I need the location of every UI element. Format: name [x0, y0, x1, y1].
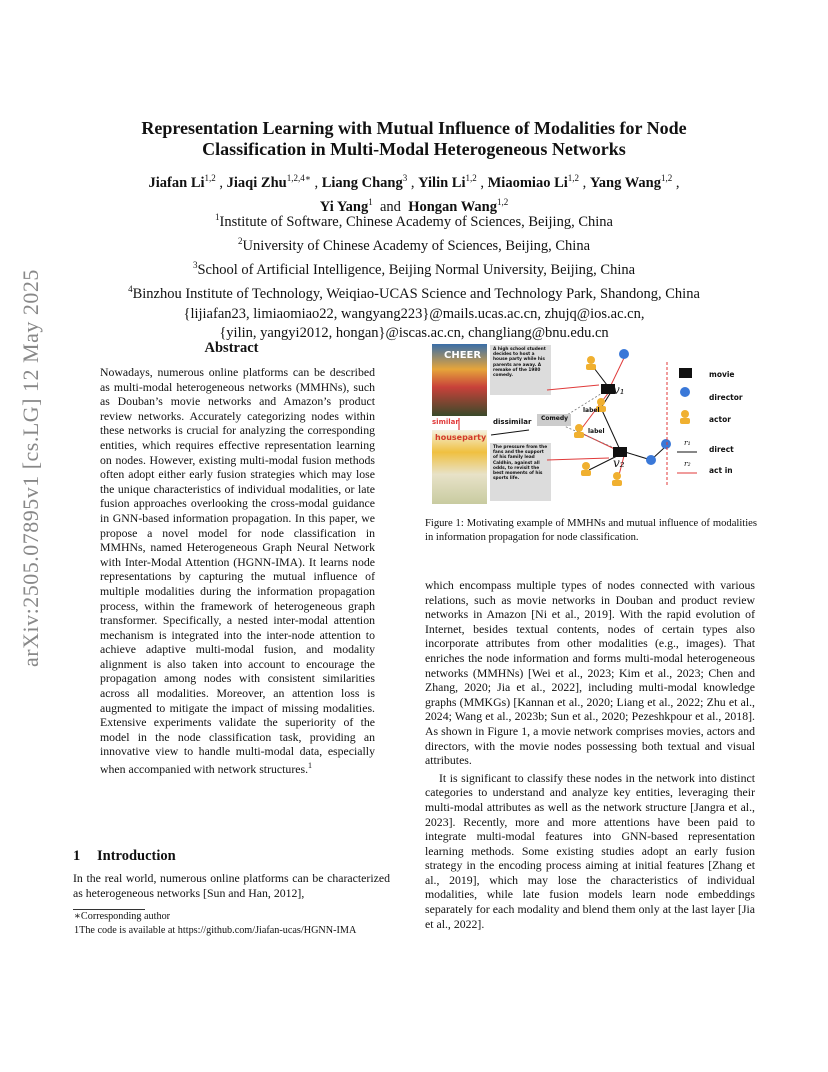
author-affil: 1,2 [496, 196, 509, 207]
legend-r1: r₁ [684, 438, 691, 447]
affiliation: $^1$Institute of Software, Chinese Academy of Sciences, Beijing, China [215, 212, 613, 230]
movie-text-2: The pressure from the fans and the support of his family lead Caldhin, against all odds, to revisit the best moments of his sports life. [490, 443, 551, 501]
legend-actor-icon [681, 410, 689, 418]
intro-paragraph: In the real world, numerous online platforms can be characterized as heterogeneous networks [Sun and Han, 2012], [73, 871, 390, 900]
author-affil: 1,2 [204, 173, 216, 183]
edge [611, 358, 624, 385]
director-node-icon [646, 455, 656, 465]
arxiv-identifier: arXiv:2505.07895v1 [cs.LG] 12 May 2025 [18, 269, 43, 667]
actor-node-icon [574, 424, 584, 438]
edge [594, 368, 607, 385]
author-affil: 1,2,4∗ [286, 173, 311, 183]
author-name: Yang Wang [589, 174, 661, 191]
node-v2-label: v₂ [613, 456, 625, 470]
paper-title [70, 118, 758, 160]
author-name: Hongan Wang [408, 198, 497, 215]
email-line: {lijiafan23, limiaomiao22, wangyang223}@mails.ucas.ac.cn, zhujq@ios.ac.cn, [183, 305, 645, 322]
node-v1-label: v₁ [613, 383, 625, 397]
comedy-label: Comedy [541, 415, 569, 422]
author-name: Yilin Li [418, 174, 466, 191]
section-title: Introduction [97, 848, 176, 864]
poster-title: houseparty [435, 433, 487, 442]
affiliation: $^3$School of Artificial Intelligence, Beijing Normal University, Beijing, China [192, 260, 636, 279]
email-line: {yilin, yangyi2012, hongan}@iscas.ac.cn, changliang@bnu.edu.cn [219, 324, 609, 341]
director-node-icon [619, 349, 629, 359]
footnotes [60, 910, 402, 937]
edge [547, 385, 599, 390]
paragraph: It is significant to classify these nodes in the network into distinct categories to understand and analyze key entities, leveraging their multi-modal attributes as well as the network structure [Jangra et al., 2023]. Recently, more and more attentions have been paid to integrate multi-modal features into GNN-based representation learning methods. Some existing studies adopt an early fusion strategy in the encoding process aiming at initial features [Zhang et al., 2019], which may lose the characteristics of individual modalities, while late fusion models learn node embeddings separately for each modality and blend them only at the last layer [Jia et al., 2022]. [425, 770, 755, 931]
section-heading [73, 848, 390, 865]
author-name: Jiafan Li [148, 174, 205, 191]
actor-node-icon [581, 462, 591, 476]
dissimilar-link [491, 430, 529, 435]
author-affil: 1,2 [660, 173, 673, 183]
and-word: and [380, 198, 401, 215]
title-line-1: Representation Learning with Mutual Influence of Modalities for Node [141, 118, 687, 138]
director-node-icon [661, 439, 671, 449]
figure-diagram [429, 340, 759, 510]
dissimilar-label: dissimilar [493, 418, 532, 426]
actor-node-icon [586, 356, 596, 370]
affiliation: $^4$Binzhou Institute of Technology, Weiqiao-UCAS Science and Technology Park, Shandong, China [128, 284, 700, 303]
legend-movie: movie [709, 370, 735, 379]
poster-title: CHEER [444, 350, 482, 361]
author-affil: 1,2 [567, 173, 580, 183]
author-name: Yi Yang [319, 198, 369, 215]
footnote: 1The code is available at https://github.com/Jiafan-ucas/HGNN-IMA [74, 924, 357, 936]
legend-movie-icon [679, 368, 692, 378]
footnote: ∗Corresponding author [74, 911, 171, 922]
author-name: Liang Chang [321, 174, 403, 191]
label-text: label [583, 407, 600, 414]
similar-label: similar [432, 418, 459, 426]
author-affil: 1 [368, 196, 373, 207]
actor-node-icon [612, 472, 622, 486]
label-text: label [588, 428, 605, 435]
legend-actor: actor [709, 415, 731, 424]
author-affil: 1,2 [465, 173, 477, 183]
abstract-text: Nowadays, numerous online platforms can be described as multi-modal heterogeneous networks (MMHNs), such as Douban’s movie networks and Amazon’s product review networks. Accurately categorizing nodes within these networks is crucial for analyzing the corresponding entities, which requires effective representation learning on nodes. However, existing multi-modal fusion methods often adopt either early fusion strategies which may lose the unique characteristics of individual modalities, or late fusion approaches overlooking the cross-modal guidance in GNN-based information propagation. In this paper, we propose a novel model for node classification in MMHNs, named Heterogeneous Graph Neural Network with Inter-Modal Attention (HGNN-IMA). It learns node representations by capturing the mutual influence of multiple modalities during the information propagation process, within the framework of heterogeneous graph transformer. Specifically, a nested inter-modal attention mechanism is integrated into the inter-node attention to achieve adaptive multi-modal fusion, and modality alignment is also taken into account to encourage the propagation among nodes with consistent similarities across all modalities. Moreover, an attention loss is augmented to mitigate the impact of missing modalities. Extensive experiments validate the superiority of the model in the node classification task, providing an innovative view to handle multi-modal data, especially when accompanied with network structures.$^1$ [100, 365, 375, 776]
figure-caption: Figure 1: Motivating example of MMHNs and mutual influence of modalities in information propagation for node classification. [425, 518, 757, 543]
right-column-text [425, 578, 755, 931]
affiliation: $^2$University of Chinese Academy of Sciences, Beijing, China [237, 236, 591, 254]
movie-text-1: A high school student decides to host a house party while his parents are away. A remake of the 1980 comedy. [490, 345, 551, 395]
author-line-1: Jiafan Li$^{1,2}$ , Jiaqi Zhu$^{1,2,4∗}$ , Liang Chang$^3$ , Yilin Li$^{1,2}$ , Miaomiao Li$^{1,2}$ , Yang Wang$^{1,2}$ , [148, 173, 680, 191]
legend-r2: r₂ [684, 459, 691, 468]
legend-director: director [709, 393, 743, 402]
affiliations [70, 208, 758, 343]
title-line-2: Classification in Multi-Modal Heterogeneous Networks [202, 139, 626, 159]
author-name: Miaomiao Li [487, 174, 568, 191]
author-affil: 3 [402, 173, 408, 183]
footnote-mark: 1 [308, 761, 313, 771]
abstract-heading: Abstract [204, 340, 259, 356]
edge [547, 458, 609, 460]
paragraph: which encompass multiple types of nodes connected with various relations, such as movie networks in Douban and product review networks in Amazon [Ni et al., 2019]. With the rapid evolution of Internet, besides textual contents, nodes of certain types also incorporate attributes from other modalities (e.g., images). That enriches the node information and forms multi-modal heterogeneous networks (MMHNs) [Wei et al., 2023; Kim et al., 2023; Chen and Zhang, 2020; Jia et al., 2022], including multi-modal knowledge graphs (MMKGs) [Kannan et al., 2020; Liang et al., 2022; Zhu et al., 2024; Wang et al., 2023b; Sun et al., 2020; Pezeshkpour et al., 2018]. As shown in Figure 1, a movie network comprises movies, actors and directors, with the movie nodes possessing both textual and visual attributes. [425, 578, 755, 768]
legend-act-in: act in [709, 466, 733, 475]
section-number: 1 [73, 848, 81, 864]
legend-director-icon [680, 387, 690, 397]
author-name: Jiaqi Zhu [226, 174, 287, 191]
legend-direct: direct [709, 445, 734, 454]
